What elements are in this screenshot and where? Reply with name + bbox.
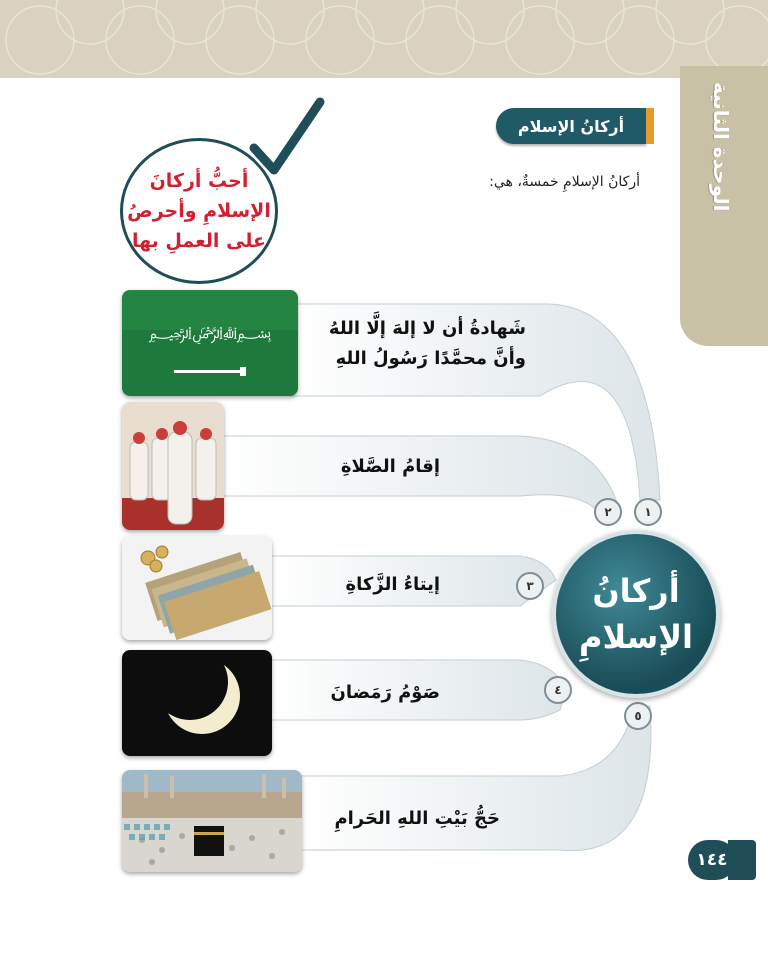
pillar-1-label (300, 314, 526, 374)
pillar-4-label: صَوْمُ رَمَضانَ (330, 682, 440, 703)
intro-text: أركانُ الإسلامِ خمسةٌ، هي: (489, 174, 640, 190)
money-icon (122, 536, 272, 640)
center-title-line-2: الإسلامِ (578, 618, 693, 656)
pillar-1-line-1: شَهادةُ أن لا إلهَ إلَّا اللهُ (328, 318, 526, 339)
value-line-3: على العملِ بها (131, 230, 267, 252)
svg-text:﷽: ﷽ (148, 323, 272, 342)
pillar-1-number: ١ (634, 498, 662, 526)
publisher-logo-icon (120, 816, 180, 860)
prayer-icon (122, 402, 224, 530)
pillar-2-number: ٢ (594, 498, 622, 526)
pillar-3-label: إيتاءُ الزَّكاةِ (345, 574, 440, 595)
pillars-center-circle (552, 530, 720, 698)
value-line-2: الإسلامِ وأحرصُ (127, 200, 271, 222)
section-title: أركانُ الإسلام (496, 108, 646, 144)
unit-title: الوحدة الثانية (709, 82, 733, 212)
page-number: ١٤٤ (688, 840, 736, 880)
pillar-5-label: حَجُّ بَيْتِ اللهِ الحَرامِ (334, 808, 500, 829)
crescent-icon (122, 650, 272, 756)
pillar-3-number: ٣ (516, 572, 544, 600)
saudi-flag-icon (122, 290, 298, 396)
pillar-1-line-2: وأنَّ محمَّدًا رَسُولُ اللهِ (335, 348, 526, 369)
pillar-4-number: ٤ (544, 676, 572, 704)
pillar-2-label: إقامُ الصَّلاةِ (340, 456, 440, 477)
pillar-5-number: ٥ (624, 702, 652, 730)
center-title-line-1: أركانُ (592, 572, 680, 610)
value-line-1: أحبُّ أركانَ (149, 170, 249, 192)
